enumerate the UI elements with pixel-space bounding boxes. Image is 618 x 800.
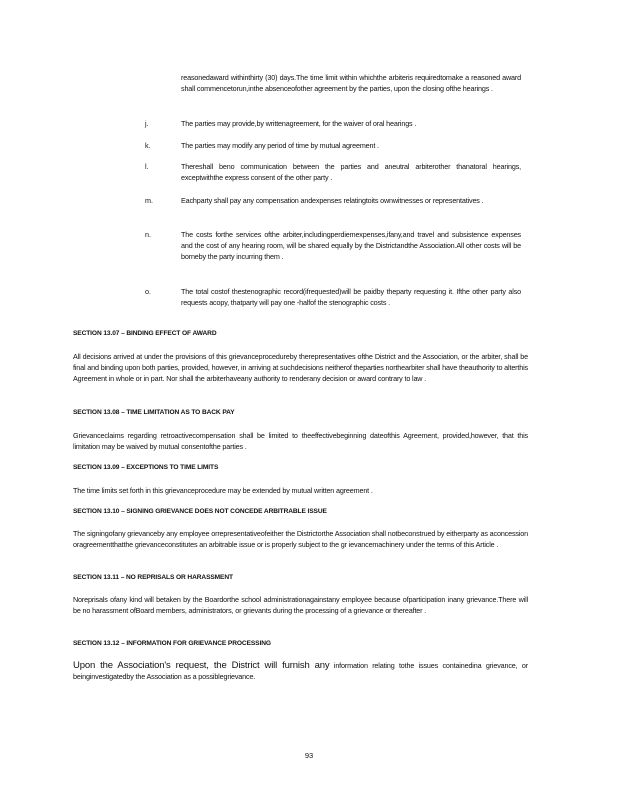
section-heading: SECTION 13.07 – BINDING EFFECT OF AWARD [73,330,217,337]
section-heading: SECTION 13.10 – SIGNING GRIEVANCE DOES NOT CONCEDE ARBITRABLE ISSUE [73,508,327,515]
page-number: 93 [304,751,314,760]
intro-paragraph: reasonedaward withinthirty (30) days.The time limit within whichthe arbiteris requiredtomake a reasoned award shall commencetorun,inthe absenceofother agreement by the parties, upon the closing ofthe hearings . [181,73,521,93]
item-text: Thereshall beno communication between the parties and aneutral arbiterother thanatoral hearings, exceptwiththe express consent of the other party . [181,162,521,182]
item-marker: m. [145,196,153,205]
item-marker: n. [145,230,151,239]
item-marker: o. [145,287,151,296]
item-text: The total costof thestenographic record(ifrequested)will be paidby theparty requesting it. Ifthe other party also requests acopy, thatparty will pay one -halfof the stenographic costs . [181,287,521,307]
section-body [73,660,528,682]
item-marker: l. [145,162,149,171]
section-body: The signingofany grievanceby any employee orrepresentativeofeither the Districtorthe Association shall notbeconstrued by eitherparty as aconcession oragreementthatthe grievanceconstitutes an arbitrable issue or is properly subject to the gr ievancemachinery under the terms of this Article . [73,529,528,549]
section-heading: SECTION 13.12 – INFORMATION FOR GRIEVANCE PROCESSING [73,640,271,647]
section-body: The time limits set forth in this grievanceprocedure may be extended by mutual written agreement . [73,486,373,495]
section-body: Grievanceclaims regarding retroactivecompensation shall be limited to theeffectivebeginning dateofthis Agreement, provided,however, that this limitation may be waived by mutual consentofthe parties . [73,431,528,451]
section-heading: SECTION 13.08 – TIME LIMITATION AS TO BACK PAY [73,409,235,416]
section-body: All decisions arrived at under the provisions of this grievanceprocedureby therepresentatives ofthe District and the Association, or the arbiter, shall be final and binding upon both parties, provided, however, in arriving at suchdecisions neitherof theparties northearbiter shall have theauthority to alterthis Agreement in whole or in part. Nor shall the arbiterhaveany authority to renderany decision or award contrary to law . [73,352,528,383]
section-body-lead: Upon the Association's request, the District will furnish any [73,660,330,671]
item-marker: k. [145,141,151,150]
section-body: Noreprisals ofany kind will betaken by the Boardorthe school administrationagainstany employee because ofparticipation inany grievance.There will be no harassment ofBoard members, administrators, or grievants during the processing of a grievance or thereafter . [73,595,528,615]
item-text: The parties may provide,by writtenagreement, for the waiver of oral hearings . [181,119,417,128]
item-text: The costs forthe services ofthe arbiter,includingperdiemexpenses,ifany,and travel and subsistence expenses and the cost of any hearing room, will be shared equally by the Districtandthe Association.All other costs will be borneby the party incurring them . [181,230,521,261]
item-marker: j. [145,119,149,128]
item-text: The parties may modify any period of time by mutual agreement . [181,141,379,150]
item-text: Eachparty shall pay any compensation andexpenses relatingtoits ownwitnesses or representatives . [181,196,484,205]
section-heading: SECTION 13.09 – EXCEPTIONS TO TIME LIMITS [73,464,219,471]
section-body-rest: information relating tothe issues containedina grievance, or beinginvestigatedby the Association as a possiblegrievance. [73,661,528,681]
section-heading: SECTION 13.11 – NO REPRISALS OR HARASSMENT [73,574,233,581]
